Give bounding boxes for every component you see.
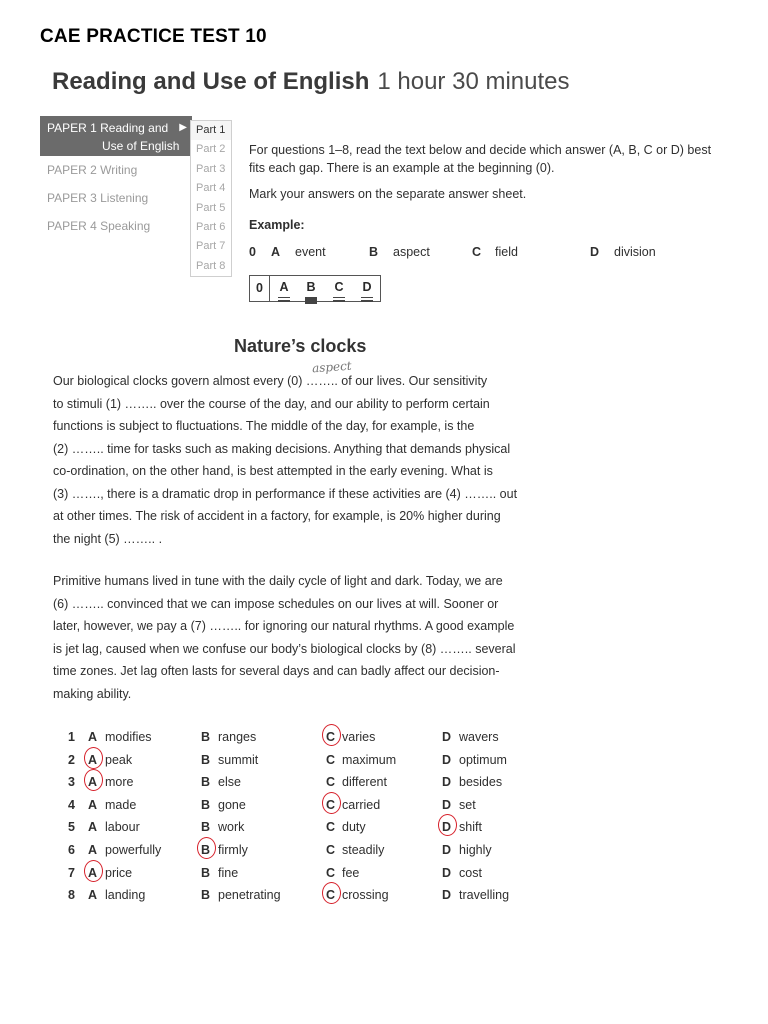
option-c[interactable]: varies xyxy=(342,730,376,744)
paragraph-line: (3) ……., there is a dramatic drop in performance if these activities are (4) …….. out xyxy=(53,486,518,501)
option-letter-a: A xyxy=(88,865,98,880)
example-label: Example: xyxy=(249,218,305,232)
option-b[interactable]: firmly xyxy=(218,842,248,857)
question-number: 4 xyxy=(68,797,75,812)
question-number: 6 xyxy=(68,842,75,857)
answer-box-c: C xyxy=(332,280,346,294)
paragraph-line: later, however, we pay a (7) …….. for ignoring our natural rhythms. A good example xyxy=(53,619,515,633)
option-d[interactable]: travelling xyxy=(459,888,510,903)
option-letter-b: B xyxy=(201,752,211,767)
paragraph-line: Primitive humans lived in tune with the daily cycle of light and dark. Today, we are xyxy=(53,574,503,588)
option-letter-d: D xyxy=(442,775,452,790)
option-letter-a: A xyxy=(88,730,98,744)
option-c[interactable]: maximum xyxy=(342,752,397,767)
part-item-4[interactable]: Part 4 xyxy=(196,182,226,195)
option-d[interactable]: cost xyxy=(459,865,482,880)
answer-box-num: 0 xyxy=(250,276,270,301)
section-duration: 1 hour 30 minutes xyxy=(377,68,570,95)
option-a[interactable]: made xyxy=(105,797,137,812)
option-letter-b: B xyxy=(201,775,211,790)
part-item-7[interactable]: Part 7 xyxy=(196,240,226,253)
option-letter-c: C xyxy=(326,888,336,903)
answer-circle-mark xyxy=(84,747,103,769)
paragraph-1 xyxy=(53,370,553,550)
option-letter-a: A xyxy=(88,888,98,903)
answer-circle-mark xyxy=(84,769,103,791)
part-item-1[interactable]: Part 1 xyxy=(191,121,231,140)
option-b[interactable]: work xyxy=(218,820,245,835)
option-b[interactable]: ranges xyxy=(218,730,257,744)
option-d[interactable]: optimum xyxy=(459,752,507,767)
answer-box-a: A xyxy=(277,280,291,294)
paragraph-line: (2) …….. time for tasks such as making decisions. Anything that demands physical xyxy=(53,441,511,456)
option-letter-b: B xyxy=(201,730,211,744)
part-item-5[interactable]: Part 5 xyxy=(196,201,226,214)
section-title: Reading and Use of English xyxy=(52,68,370,95)
option-d[interactable]: set xyxy=(459,797,476,812)
option-a[interactable]: more xyxy=(105,775,134,790)
option-a[interactable]: modifies xyxy=(105,730,152,744)
part-item-2[interactable]: Part 2 xyxy=(196,143,226,156)
paragraph-line: (6) …….. convinced that we can impose schedules on our lives at will. Sooner or xyxy=(53,596,499,611)
option-a[interactable]: peak xyxy=(105,752,133,767)
paper-item-label: PAPER 1 Reading and xyxy=(47,121,169,135)
example-row xyxy=(249,245,719,263)
example-answer-box xyxy=(249,275,381,302)
option-letter-a: A xyxy=(88,752,98,767)
option-letter-b: B xyxy=(201,888,211,903)
part-menu xyxy=(190,120,232,277)
option-letter-a: A xyxy=(88,842,98,857)
paragraph-line: is jet lag, caused when we confuse our body’s biological clocks by (8) …….. several xyxy=(53,641,516,656)
section-heading xyxy=(52,68,570,96)
option-letter-d: D xyxy=(442,842,452,857)
option-letter-b: B xyxy=(201,865,211,880)
example-option-a: event xyxy=(295,245,326,259)
option-a[interactable]: labour xyxy=(105,820,140,835)
option-letter-d: D xyxy=(442,797,452,812)
option-b[interactable]: fine xyxy=(218,865,239,880)
option-letter-a: A xyxy=(88,820,98,835)
option-c[interactable]: steadily xyxy=(342,842,385,857)
question-number: 5 xyxy=(68,820,75,835)
part-item-6[interactable]: Part 6 xyxy=(196,220,226,233)
part-item-8[interactable]: Part 8 xyxy=(196,259,226,272)
instruction-text: For questions 1–8, read the text below and decide which answer (A, B, C or D) best fits each gap. There is an example at the beginning (0). xyxy=(249,143,712,175)
instruction-answer-sheet: Mark your answers on the separate answer sheet. xyxy=(249,187,527,201)
question-number: 8 xyxy=(68,888,75,903)
option-c[interactable]: different xyxy=(342,775,387,790)
paper-menu xyxy=(40,116,192,240)
option-letter-a: A xyxy=(88,775,98,790)
answer-box-d: D xyxy=(360,280,374,294)
option-b[interactable]: summit xyxy=(218,752,259,767)
option-c[interactable]: duty xyxy=(342,820,366,835)
answer-circle-mark xyxy=(322,724,341,746)
option-letter-c: C xyxy=(326,775,336,790)
paragraph-line: to stimuli (1) …….. over the course of the day, and our ability to perform certain xyxy=(53,396,490,411)
paragraph-line: at other times. The risk of accident in a factory, for example, is 20% higher during xyxy=(53,509,501,523)
option-c[interactable]: crossing xyxy=(342,888,389,903)
question-number: 1 xyxy=(68,730,75,744)
option-c[interactable]: carried xyxy=(342,797,381,812)
handwritten-note: aspect xyxy=(311,358,353,376)
instructions xyxy=(249,141,719,211)
part-item-3[interactable]: Part 3 xyxy=(196,162,226,175)
paper-item-listening[interactable]: PAPER 3 Listening xyxy=(47,191,149,205)
option-letter-c: C xyxy=(326,842,336,857)
option-b[interactable]: gone xyxy=(218,797,246,812)
answer-circle-mark xyxy=(438,814,457,836)
answer-box-b: B xyxy=(304,280,318,294)
chevron-right-icon: ▶ xyxy=(179,122,187,133)
option-letter-d: D xyxy=(442,730,452,744)
paragraph-2 xyxy=(53,570,553,705)
paragraph-line: co-ordination, on the other hand, is best attempted in the early evening. What is xyxy=(53,464,493,478)
option-c[interactable]: fee xyxy=(342,865,360,880)
option-b[interactable]: penetrating xyxy=(218,888,281,903)
option-a[interactable]: powerfully xyxy=(105,842,162,857)
option-letter-d: D xyxy=(442,820,452,835)
question-number: 2 xyxy=(68,752,75,767)
option-d[interactable]: highly xyxy=(459,842,492,857)
text-title: Nature’s clocks xyxy=(234,336,367,356)
option-letter-c: C xyxy=(326,865,336,880)
paragraph-line: time zones. Jet lag often lasts for several days and can badly affect our decision- xyxy=(53,664,500,678)
option-b[interactable]: else xyxy=(218,775,241,790)
example-option-c: field xyxy=(495,245,518,259)
paper-item-speaking[interactable]: PAPER 4 Speaking xyxy=(47,219,151,233)
paragraph-line: functions is subject to fluctuations. The middle of the day, for example, is the xyxy=(53,419,475,433)
option-letter-c: C xyxy=(326,752,336,767)
option-a[interactable]: price xyxy=(105,865,133,880)
paragraph-line: the night (5) …….. . xyxy=(53,531,163,546)
option-letter-b: B xyxy=(201,820,211,835)
option-a[interactable]: landing xyxy=(105,888,146,903)
option-d[interactable]: shift xyxy=(459,820,482,835)
paper-item-reading[interactable] xyxy=(40,116,192,156)
option-letter-c: C xyxy=(326,797,336,812)
answer-circle-mark xyxy=(322,882,341,904)
example-option-b: aspect xyxy=(393,245,430,259)
paper-item-label-2: Use of English xyxy=(102,139,180,153)
option-letter-d: D xyxy=(442,752,452,767)
example-num: 0 xyxy=(249,245,256,259)
option-letter-b: B xyxy=(201,842,211,857)
option-letter-d: D xyxy=(442,865,452,880)
example-option-d: division xyxy=(614,245,656,259)
example-letter-b: B xyxy=(369,245,379,259)
example-letter-a: A xyxy=(271,245,281,259)
example-letter-d: D xyxy=(590,245,600,259)
option-letter-a: A xyxy=(88,797,98,812)
option-letter-d: D xyxy=(442,888,452,903)
option-d[interactable]: besides xyxy=(459,775,503,790)
paragraph-line: Our biological clocks govern almost every (0) …….. of our lives. Our sensitivity xyxy=(53,374,488,388)
answer-circle-mark xyxy=(84,860,103,882)
answer-circle-mark xyxy=(197,837,216,859)
option-d[interactable]: wavers xyxy=(459,730,499,744)
option-letter-c: C xyxy=(326,730,336,744)
answer-circle-mark xyxy=(322,792,341,814)
question-number: 3 xyxy=(68,775,75,790)
example-letter-c: C xyxy=(472,245,482,259)
question-number: 7 xyxy=(68,865,75,880)
option-letter-c: C xyxy=(326,820,336,835)
paragraph-line: making ability. xyxy=(53,686,132,701)
paper-item-writing[interactable]: PAPER 2 Writing xyxy=(47,163,138,177)
option-letter-b: B xyxy=(201,797,211,812)
document-title: CAE PRACTICE TEST 10 xyxy=(40,26,267,47)
